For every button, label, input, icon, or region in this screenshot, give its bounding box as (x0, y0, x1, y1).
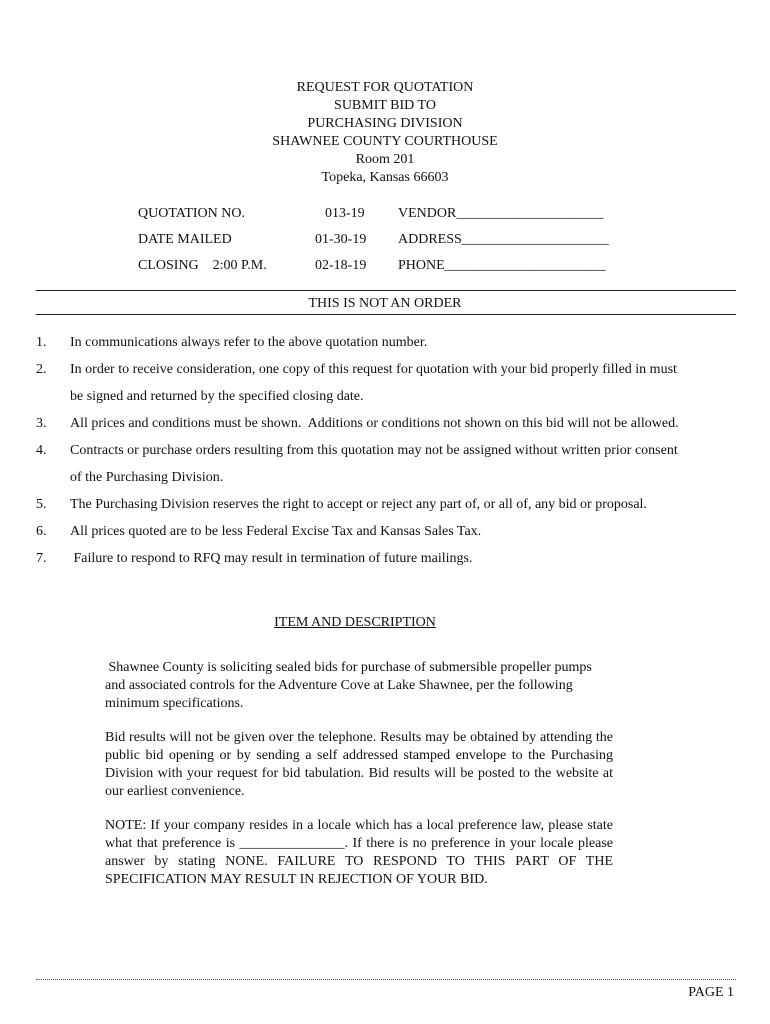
quotation-number-value: 013-19 (325, 206, 365, 221)
term-number: 7. (36, 551, 47, 566)
top-divider (36, 290, 736, 291)
term-text-continued: of the Purchasing Division. (70, 470, 224, 485)
term-number: 3. (36, 416, 47, 431)
term-text: All prices and conditions must be shown. Additions or conditions not shown on this bid will not be allowed. (70, 416, 679, 431)
term-number: 6. (36, 524, 47, 539)
term-number: 5. (36, 497, 47, 512)
header-division: PURCHASING DIVISION (307, 116, 463, 131)
header-room: Room 201 (355, 152, 415, 167)
quotation-number-label: QUOTATION NO. (138, 206, 245, 221)
closing-label: CLOSING 2:00 P.M. (138, 258, 267, 273)
header-courthouse: SHAWNEE COUNTY COURTHOUSE (272, 134, 498, 149)
term-number: 2. (36, 362, 47, 377)
item-description-heading: ITEM AND DESCRIPTION (274, 615, 436, 630)
term-text-continued: be signed and returned by the specified closing date. (70, 389, 364, 404)
term-text: Contracts or purchase orders resulting from this quotation may not be assigned without written prior consent (70, 443, 678, 458)
footer-divider (36, 979, 736, 980)
header-submit-line: SUBMIT BID TO (334, 98, 436, 113)
vendor-field: VENDOR_____________________ (398, 206, 604, 221)
page-number: PAGE 1 (688, 985, 734, 1000)
term-number: 4. (36, 443, 47, 458)
local-preference-note: NOTE: If your company resides in a locale which has a local preference law, please state what that preference is _______________. If there is no preference in your locale please answer by stating NONE. FAILURE TO RESPOND TO THIS PART OF THE SPECIFICATION MAY RESULT IN REJECTION OF YOUR BID. (105, 818, 613, 887)
phone-field: PHONE_______________________ (398, 258, 606, 273)
date-mailed-label: DATE MAILED (138, 232, 232, 247)
bottom-divider (36, 314, 736, 315)
term-number: 1. (36, 335, 47, 350)
address-field: ADDRESS_____________________ (398, 232, 609, 247)
header-title: REQUEST FOR QUOTATION (296, 80, 474, 95)
bid-results-paragraph: Bid results will not be given over the telephone. Results may be obtained by attending the public bid opening or by sending a self addressed stamped envelope to the Purchasing Division with your request for bid tabulation. Bid results will be posted to the website at our earliest convenience. (105, 730, 613, 799)
header-city: Topeka, Kansas 66603 (321, 170, 449, 185)
date-mailed-value: 01-30-19 (315, 232, 367, 247)
term-text: The Purchasing Division reserves the right to accept or reject any part of, or all of, any bid or proposal. (70, 497, 647, 512)
not-an-order-notice: THIS IS NOT AN ORDER (308, 296, 462, 311)
closing-date-value: 02-18-19 (315, 258, 367, 273)
solicitation-paragraph: Shawnee County is soliciting sealed bids for purchase of submersible propeller pumps and associated controls for the Adventure Cove at Lake Shawnee, per the following minimum specifications. (105, 660, 596, 711)
term-text: In communications always refer to the above quotation number. (70, 335, 428, 350)
term-text: In order to receive consideration, one copy of this request for quotation with your bid properly filled in must (70, 362, 677, 377)
term-text: All prices quoted are to be less Federal Excise Tax and Kansas Sales Tax. (70, 524, 482, 539)
term-text: Failure to respond to RFQ may result in termination of future mailings. (70, 551, 473, 566)
